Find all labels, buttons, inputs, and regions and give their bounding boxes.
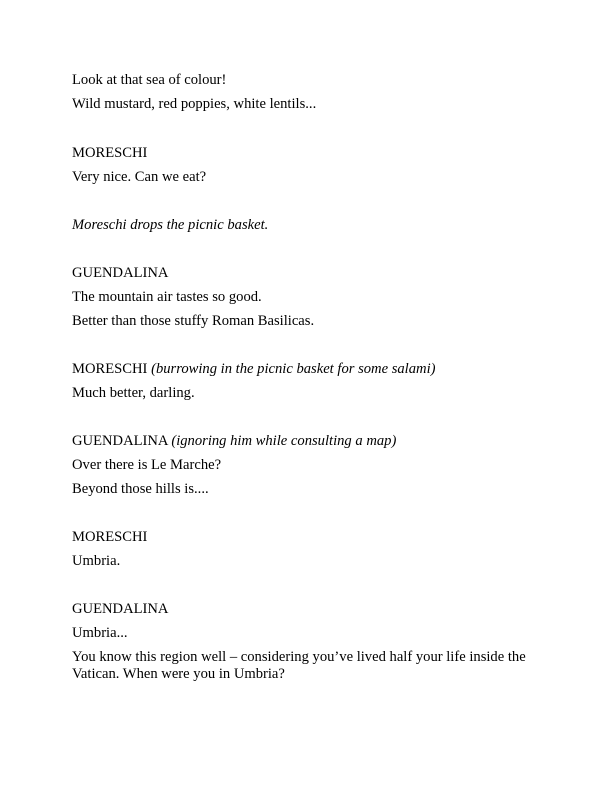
speaker-name: MORESCHI xyxy=(72,361,148,377)
dialogue-line: Much better, darling. xyxy=(72,385,195,401)
dialogue-line: Better than those stuffy Roman Basilicas. xyxy=(72,313,315,329)
speaker-name: GUENDALINA xyxy=(72,601,169,617)
dialogue-line: Very nice. Can we eat? xyxy=(72,169,207,185)
stage-direction: Moreschi drops the picnic basket. xyxy=(72,217,269,233)
speaker-name: GUENDALINA xyxy=(72,265,169,281)
dialogue-line: Wild mustard, red poppies, white lentils... xyxy=(72,96,317,112)
speaker-with-direction xyxy=(72,361,542,378)
dialogue-line: Over there is Le Marche? xyxy=(72,457,222,473)
speaker-name: MORESCHI xyxy=(72,145,148,161)
speaker-with-direction xyxy=(72,433,542,450)
parenthetical-direction: (ignoring him while consulting a map) xyxy=(171,433,397,449)
dialogue-line: The mountain air tastes so good. xyxy=(72,289,262,305)
dialogue-line: Umbria. xyxy=(72,553,121,569)
dialogue-line: Beyond those hills is.... xyxy=(72,481,209,497)
speaker-name: GUENDALINA xyxy=(72,433,168,449)
parenthetical-direction: (burrowing in the picnic basket for some salami) xyxy=(151,361,436,377)
dialogue-paragraph: You know this region well – considering you’ve lived half your life inside the Vatican. When were you in Umbria? xyxy=(72,649,526,682)
speaker-name: MORESCHI xyxy=(72,529,148,545)
dialogue-line: Look at that sea of colour! xyxy=(72,72,227,88)
dialogue-line: Umbria... xyxy=(72,625,128,641)
